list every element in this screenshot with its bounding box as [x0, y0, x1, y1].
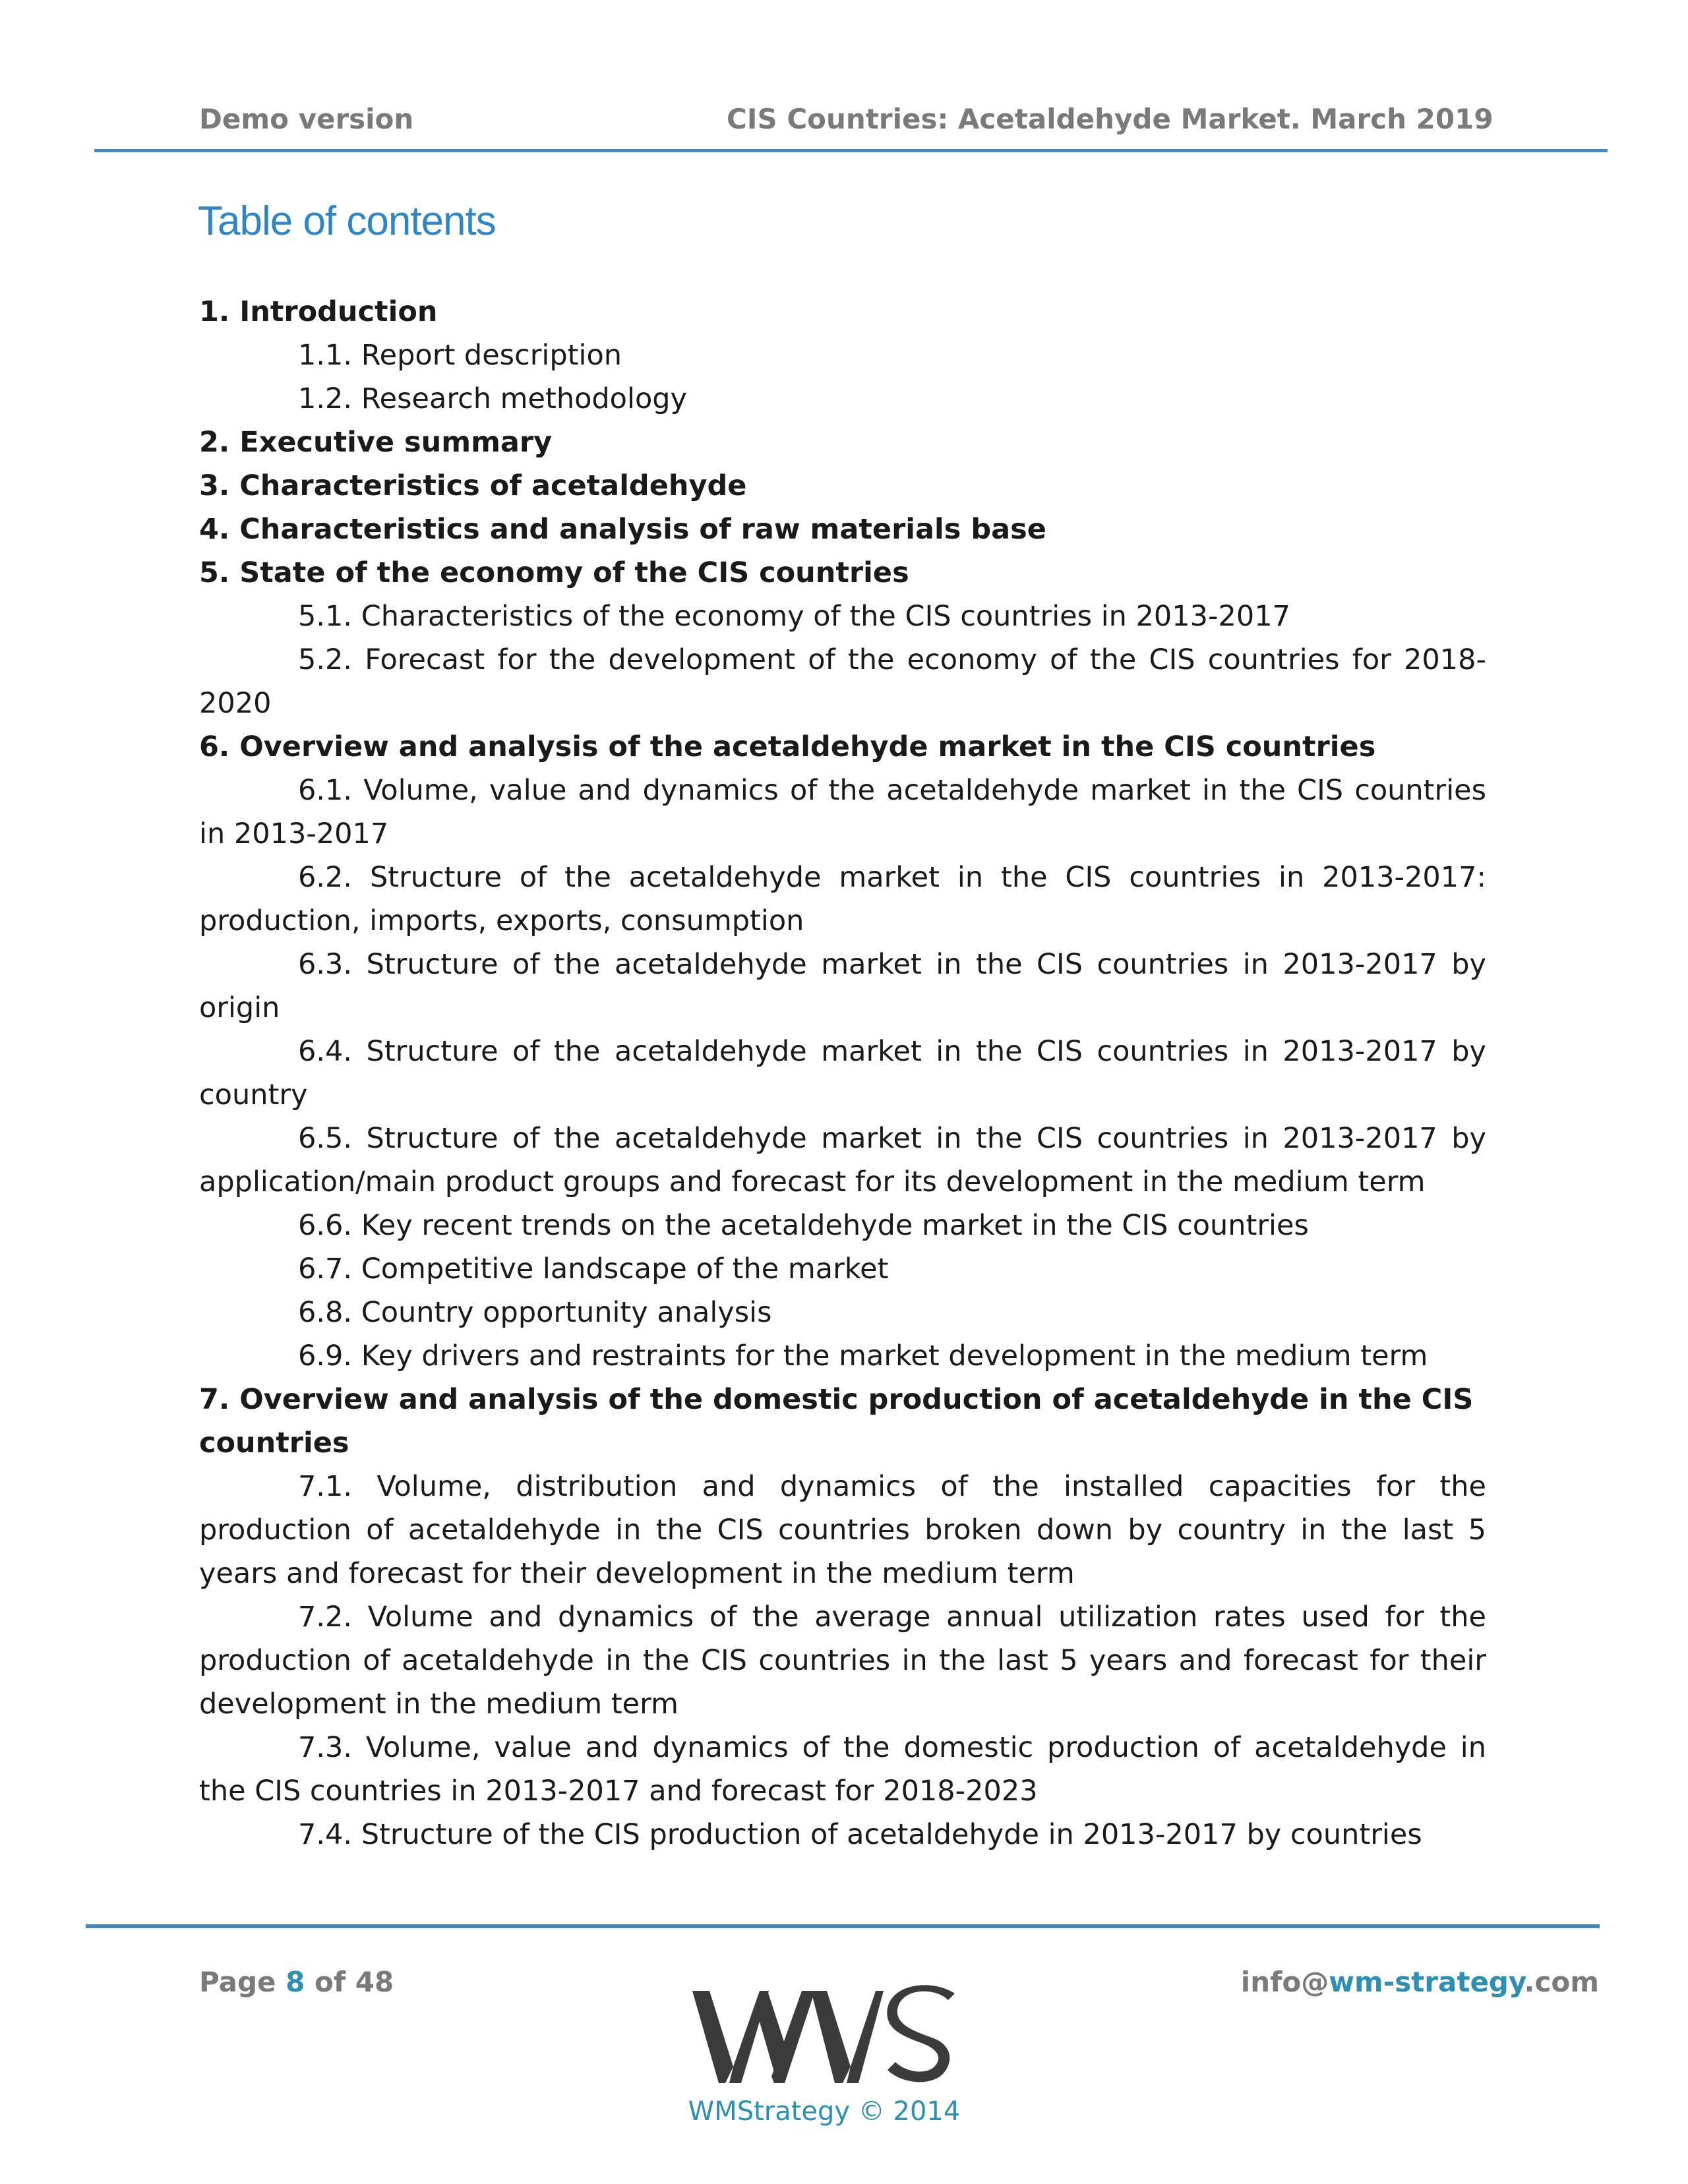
toc-subsection[interactable]: 6.4. Structure of the acetaldehyde market in the CIS countries in 2013-2017 by country — [199, 1035, 1486, 1111]
logo-caption: WMStrategy © 2014 — [688, 2096, 961, 2127]
toc-subsection[interactable]: 6.8. Country opportunity analysis — [298, 1296, 772, 1329]
toc-section-heading[interactable]: 7. Overview and analysis of the domestic production of acetaldehyde in the CIS countries — [199, 1383, 1474, 1460]
page-number — [199, 1966, 394, 1998]
toc-section-heading[interactable]: 4. Characteristics and analysis of raw materials base — [199, 513, 1046, 546]
toc-section-heading[interactable]: 5. State of the economy of the CIS countries — [199, 556, 909, 589]
page-of: of — [305, 1966, 355, 1998]
toc-subsection[interactable]: 6.6. Key recent trends on the acetaldehyde market in the CIS countries — [298, 1209, 1309, 1242]
page-current: 8 — [286, 1966, 305, 1998]
toc-subsection[interactable]: 5.1. Characteristics of the economy of the CIS countries in 2013-2017 — [298, 600, 1290, 633]
page-prefix: Page — [199, 1966, 286, 1998]
header-divider — [94, 149, 1608, 152]
page-header — [199, 99, 1493, 138]
wms-logo-icon — [686, 1978, 963, 2090]
toc-subsection[interactable]: 6.2. Structure of the acetaldehyde market in the CIS countries in 2013-2017: production, imports, exports, consumption — [199, 861, 1486, 937]
toc-subsection[interactable]: 7.2. Volume and dynamics of the average annual utilization rates used for the production of acetaldehyde in the CIS countries in the last 5 years and forecast for their development in the medium term — [199, 1601, 1486, 1721]
email-domain: wm-strategy — [1329, 1966, 1524, 1998]
email-user: info@ — [1240, 1966, 1329, 1998]
toc-subsection[interactable]: 6.9. Key drivers and restraints for the market development in the medium term — [298, 1340, 1428, 1372]
toc-section-heading[interactable]: 3. Characteristics of acetaldehyde — [199, 469, 747, 502]
header-left-label: Demo version — [199, 102, 414, 135]
contact-email[interactable] — [1241, 1966, 1599, 1998]
toc-subsection[interactable]: 7.1. Volume, distribution and dynamics of the installed capacities for the production of acetaldehyde in the CIS countries broken down by country in the last 5 years and forecast for their development in the medium term — [199, 1470, 1486, 1590]
toc-subsection[interactable]: 6.5. Structure of the acetaldehyde market in the CIS countries in 2013-2017 by application/main product groups and forecast for its development in the medium term — [199, 1122, 1486, 1198]
toc-subsection[interactable]: 6.3. Structure of the acetaldehyde market in the CIS countries in 2013-2017 by origin — [199, 948, 1486, 1024]
email-tld: .com — [1524, 1966, 1599, 1998]
toc-subsection[interactable]: 7.4. Structure of the CIS production of acetaldehyde in 2013-2017 by countries — [298, 1818, 1422, 1851]
footer-divider — [86, 1924, 1600, 1928]
toc-subsection[interactable]: 1.1. Report description — [298, 339, 622, 372]
toc-section-heading[interactable]: 6. Overview and analysis of the acetaldehyde market in the CIS countries — [199, 730, 1376, 763]
toc-subsection[interactable]: 7.3. Volume, value and dynamics of the domestic production of acetaldehyde in the CIS countries in 2013-2017 and forecast for 2018-2023 — [199, 1731, 1486, 1808]
page-total: 48 — [355, 1966, 394, 1998]
toc-section-heading[interactable]: 1. Introduction — [199, 295, 438, 328]
header-document-title: CIS Countries: Acetaldehyde Market. March 2019 — [727, 102, 1493, 135]
toc-heading: Table of contents — [198, 198, 496, 244]
toc-subsection[interactable]: 6.7. Competitive landscape of the market — [298, 1253, 889, 1285]
toc-subsection[interactable]: 5.2. Forecast for the development of the economy of the CIS countries for 2018-2020 — [199, 643, 1486, 720]
toc-subsection[interactable]: 1.2. Research methodology — [298, 382, 687, 415]
toc-section-heading[interactable]: 2. Executive summary — [199, 426, 553, 459]
table-of-contents — [199, 290, 1486, 1856]
toc-subsection[interactable]: 6.1. Volume, value and dynamics of the acetaldehyde market in the CIS countries in 2013-2017 — [199, 774, 1486, 850]
